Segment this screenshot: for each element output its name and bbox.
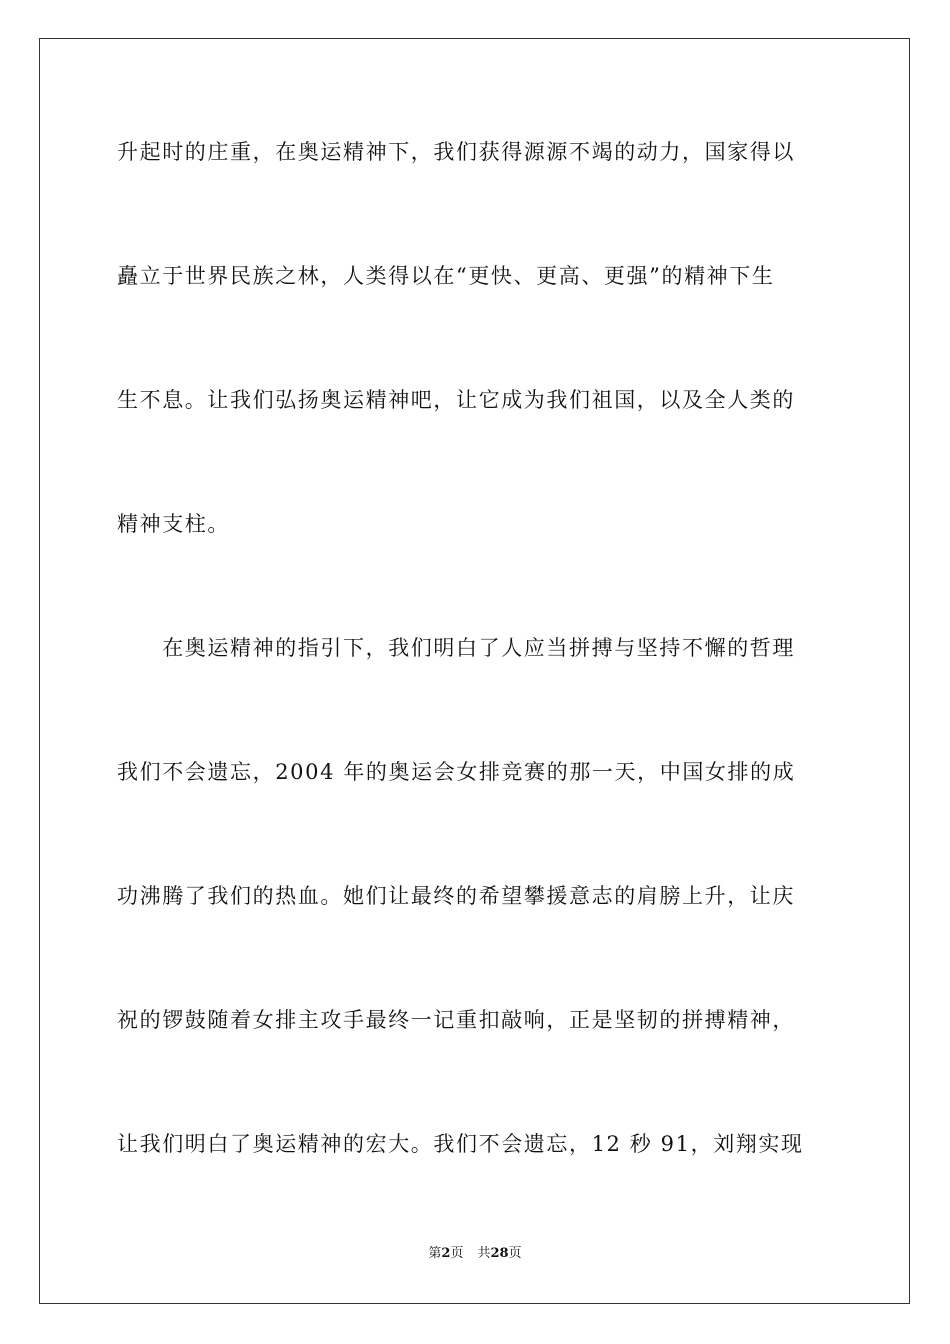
footer-total-prefix: 共 xyxy=(477,1246,491,1261)
text-line-6: 我们不会遗忘，2004 年的奥运会女排竞赛的那一天，中国女排的成 xyxy=(117,760,796,784)
text-line-8: 祝的锣鼓随着女排主攻手最终一记重扣敲响，正是坚韧的拼搏精神， xyxy=(117,1008,795,1032)
footer-total-suffix: 页 xyxy=(508,1246,522,1261)
footer-page-prefix: 第 xyxy=(428,1246,442,1261)
text-line-4: 精神支柱。 xyxy=(117,512,230,536)
text-line-2: 矗立于世界民族之林，人类得以在“更快、更高、更强”的精神下生 xyxy=(117,264,775,288)
footer-page-number: 2 xyxy=(441,1246,451,1261)
text-line-7: 功沸腾了我们的热血。她们让最终的希望攀援意志的肩膀上升，让庆 xyxy=(117,884,795,908)
footer-total-pages: 28 xyxy=(490,1246,509,1261)
text-line-9: 让我们明白了奥运精神的宏大。我们不会遗忘，12 秒 91，刘翔实现 xyxy=(117,1132,804,1156)
page-footer xyxy=(0,1246,950,1262)
page-border xyxy=(39,38,910,1304)
text-line-3: 生不息。让我们弘扬奥运精神吧，让它成为我们祖国，以及全人类的 xyxy=(117,388,795,412)
text-line-1: 升起时的庄重，在奥运精神下，我们获得源源不竭的动力，国家得以 xyxy=(117,140,795,164)
footer-page-suffix: 页 xyxy=(450,1246,464,1261)
text-line-5: 在奥运精神的指引下，我们明白了人应当拼搏与坚持不懈的哲理 xyxy=(117,636,795,660)
